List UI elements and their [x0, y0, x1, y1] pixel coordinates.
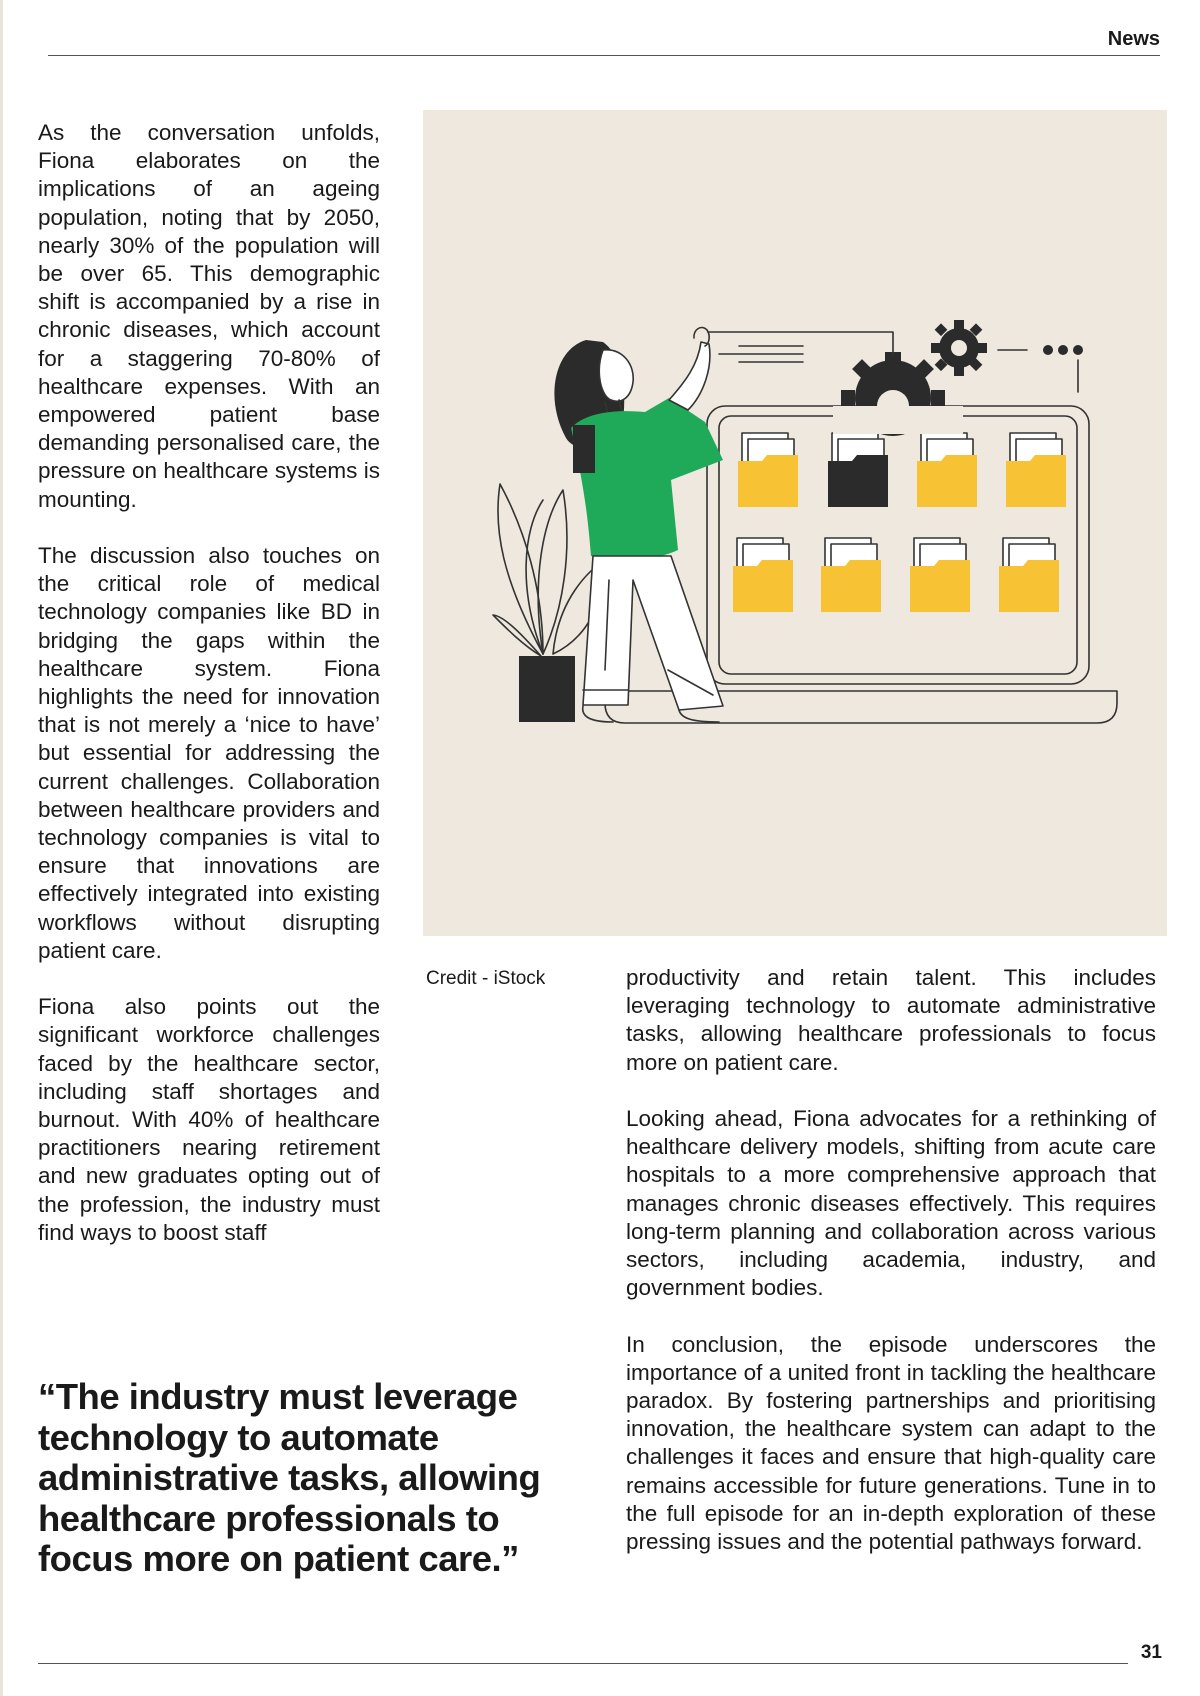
gear-icon — [931, 320, 987, 376]
header-rule — [48, 55, 1160, 56]
paragraph: productivity and retain talent. This includes leveraging technology to automate administrative tasks, allowing healthcare professionals to focus more on patient care. — [626, 965, 1156, 1075]
page-edge — [0, 0, 3, 1696]
illustration — [423, 110, 1167, 936]
page-number: 31 — [1140, 1642, 1162, 1663]
more-dots-icon — [1043, 345, 1083, 355]
image-credit: Credit - iStock — [426, 968, 546, 989]
folder-icon-grid — [733, 433, 1066, 612]
paragraph: In conclusion, the episode underscores the importance of a united front in tackling the healthcare paradox. By fostering partnerships and prioritising innovation, the healthcare system can adapt to the challenges it faces and ensure that high-quality care remains accessible for future generations. Tune in to the full episode for an in-depth exploration of these pressing issues and the potential pathways forward. — [626, 1331, 1156, 1555]
right-column — [626, 964, 1156, 1556]
paragraph: Fiona also points out the significant workforce challenges faced by the healthcare sector, including staff shortages and burnout. With 40% of healthcare practitioners nearing retirement and new graduates opting out of the profession, the industry must find ways to boost staff — [38, 994, 380, 1245]
paragraph: As the conversation unfolds, Fiona elaborates on the implications of an ageing population, noting that by 2050, nearly 30% of the population will be over 65. This demographic shift is accompanied by a rise in chronic diseases, which account for a staggering 70-80% of healthcare expenses. With an empowered patient base demanding personalised care, the pressure on healthcare systems is mounting. — [38, 120, 380, 512]
paragraph: The discussion also touches on the critical role of medical technology companies like BD in bridging the gaps within the healthcare system. Fiona highlights the need for innovation that is not merely a ‘nice to have’ but essential for addressing the current challenges. Collaboration between healthcare providers and technology companies is vital to ensure that innovations are effectively integrated into existing workflows without disrupting patient care. — [38, 543, 380, 963]
left-column — [38, 119, 380, 1247]
footer-rule — [38, 1663, 1128, 1664]
person-illustration — [554, 328, 723, 722]
paragraph: Looking ahead, Fiona advocates for a rethinking of healthcare delivery models, shifting from acute care hospitals to a more comprehensive approach that manages chronic diseases effectively. This requires long-term planning and collaboration across various sectors, including academia, industry, and government bodies. — [626, 1106, 1156, 1301]
section-label: News — [1107, 28, 1160, 50]
pull-quote: “The industry must leverage technology to automate administrative tasks, allowing healthcare professionals to focus more on patient care.” — [38, 1376, 541, 1579]
